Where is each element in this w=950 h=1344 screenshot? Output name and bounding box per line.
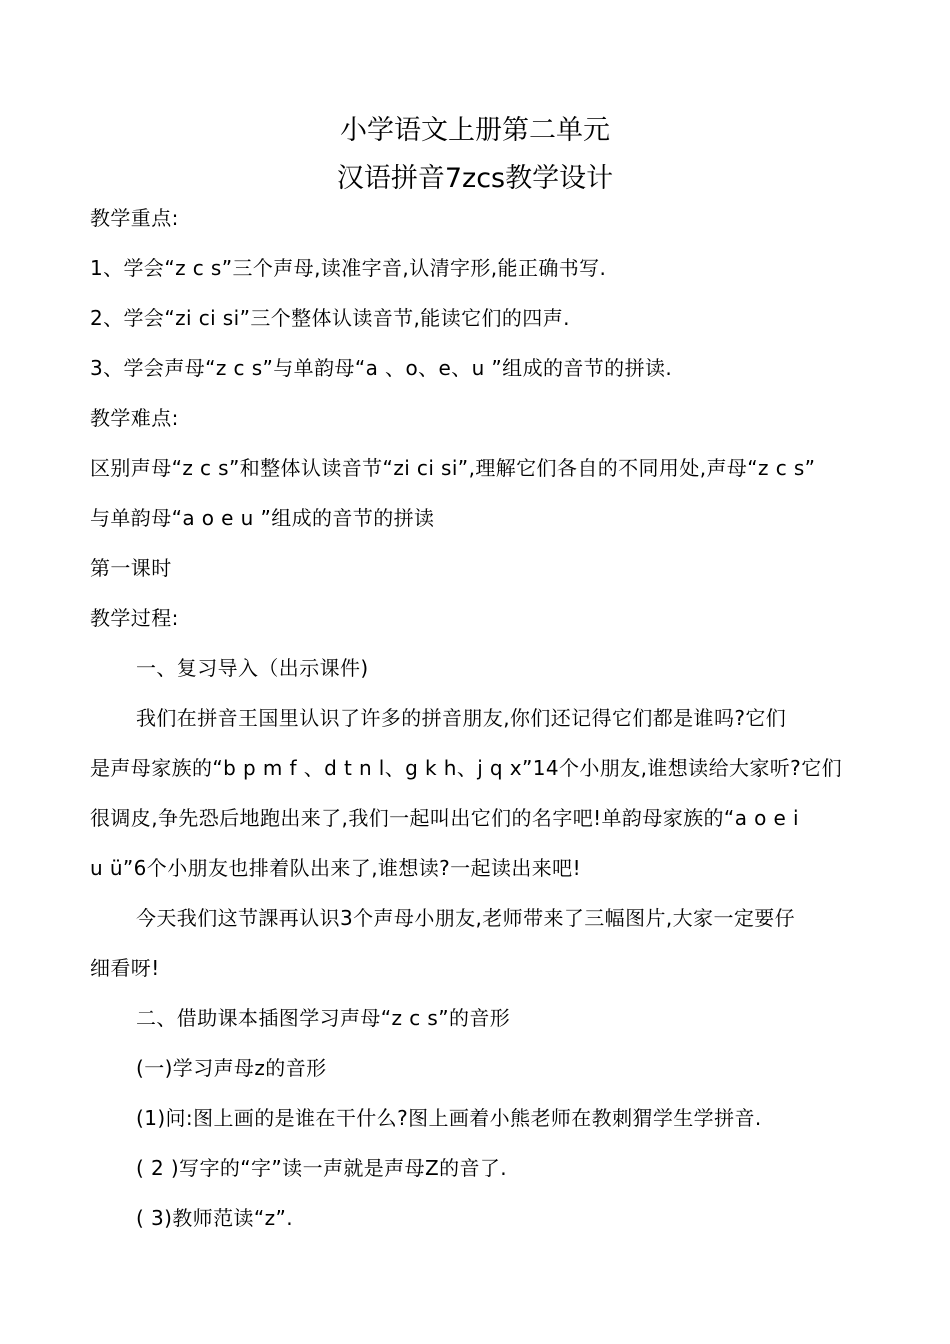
key-point-2: 2、学会“zi ci si”三个整体认读音节,能读它们的四声. (90, 306, 570, 330)
step-3: ( 3)教师范读“z”. (136, 1206, 294, 1230)
difficulty-line-2: 与单韵母“a o e u ”组成的音节的拼读 (90, 506, 435, 530)
paragraph-1-line-2: 是声母家族的“b p m f 、d t n l、g k h、j q x”14个小朋友,谁想读给大家听?它们 (90, 756, 843, 780)
section-1-heading: 一、复习导入（出示课件) (136, 656, 369, 680)
subsection-1-heading: (一)学习声母z的音形 (136, 1056, 327, 1080)
paragraph-1-line-4: u ü”6个小朋友也排着队出来了,谁想读?一起读出来吧! (90, 856, 581, 880)
key-point-3: 3、学会声母“z c s”与单韵母“a 、o、e、u ”组成的音节的拼读. (90, 356, 673, 380)
process-heading: 教学过程: (90, 606, 179, 630)
step-2: ( 2 )写字的“字”读一声就是声母Z的音了. (136, 1156, 508, 1180)
title-line-1: 小学语文上册第二单元 (340, 115, 610, 146)
section-2-heading: 二、借助课本插图学习声母“z c s”的音形 (136, 1006, 511, 1030)
paragraph-2-line-2: 细看呀! (90, 956, 160, 980)
difficulty-line-1: 区别声母“z c s”和整体认读音节“zi ci si”,理解它们各自的不同用处,声母“z c s” (90, 456, 816, 480)
lesson-label: 第一课时 (90, 556, 172, 580)
key-point-1: 1、学会“z c s”三个声母,读准字音,认清字形,能正确书写. (90, 256, 607, 280)
paragraph-1-line-1: 我们在拼音王国里认识了许多的拼音朋友,你们还记得它们都是谁吗?它们 (136, 706, 787, 730)
paragraph-2-line-1: 今天我们这节課再认识3个声母小朋友,老师带来了三幅图片,大家一定要仔 (136, 906, 796, 930)
title-line-2: 汉语拼音7zcs教学设计 (336, 163, 614, 194)
key-points-heading: 教学重点: (90, 206, 179, 230)
difficulty-heading: 教学难点: (90, 406, 179, 430)
step-1: (1)问:图上画的是谁在干什么?图上画着小熊老师在教刺猬学生学拼音. (136, 1106, 762, 1130)
paragraph-1-line-3: 很调皮,争先恐后地跑出来了,我们一起叫出它们的名字吧!单韵母家族的“a o e i (90, 806, 799, 830)
